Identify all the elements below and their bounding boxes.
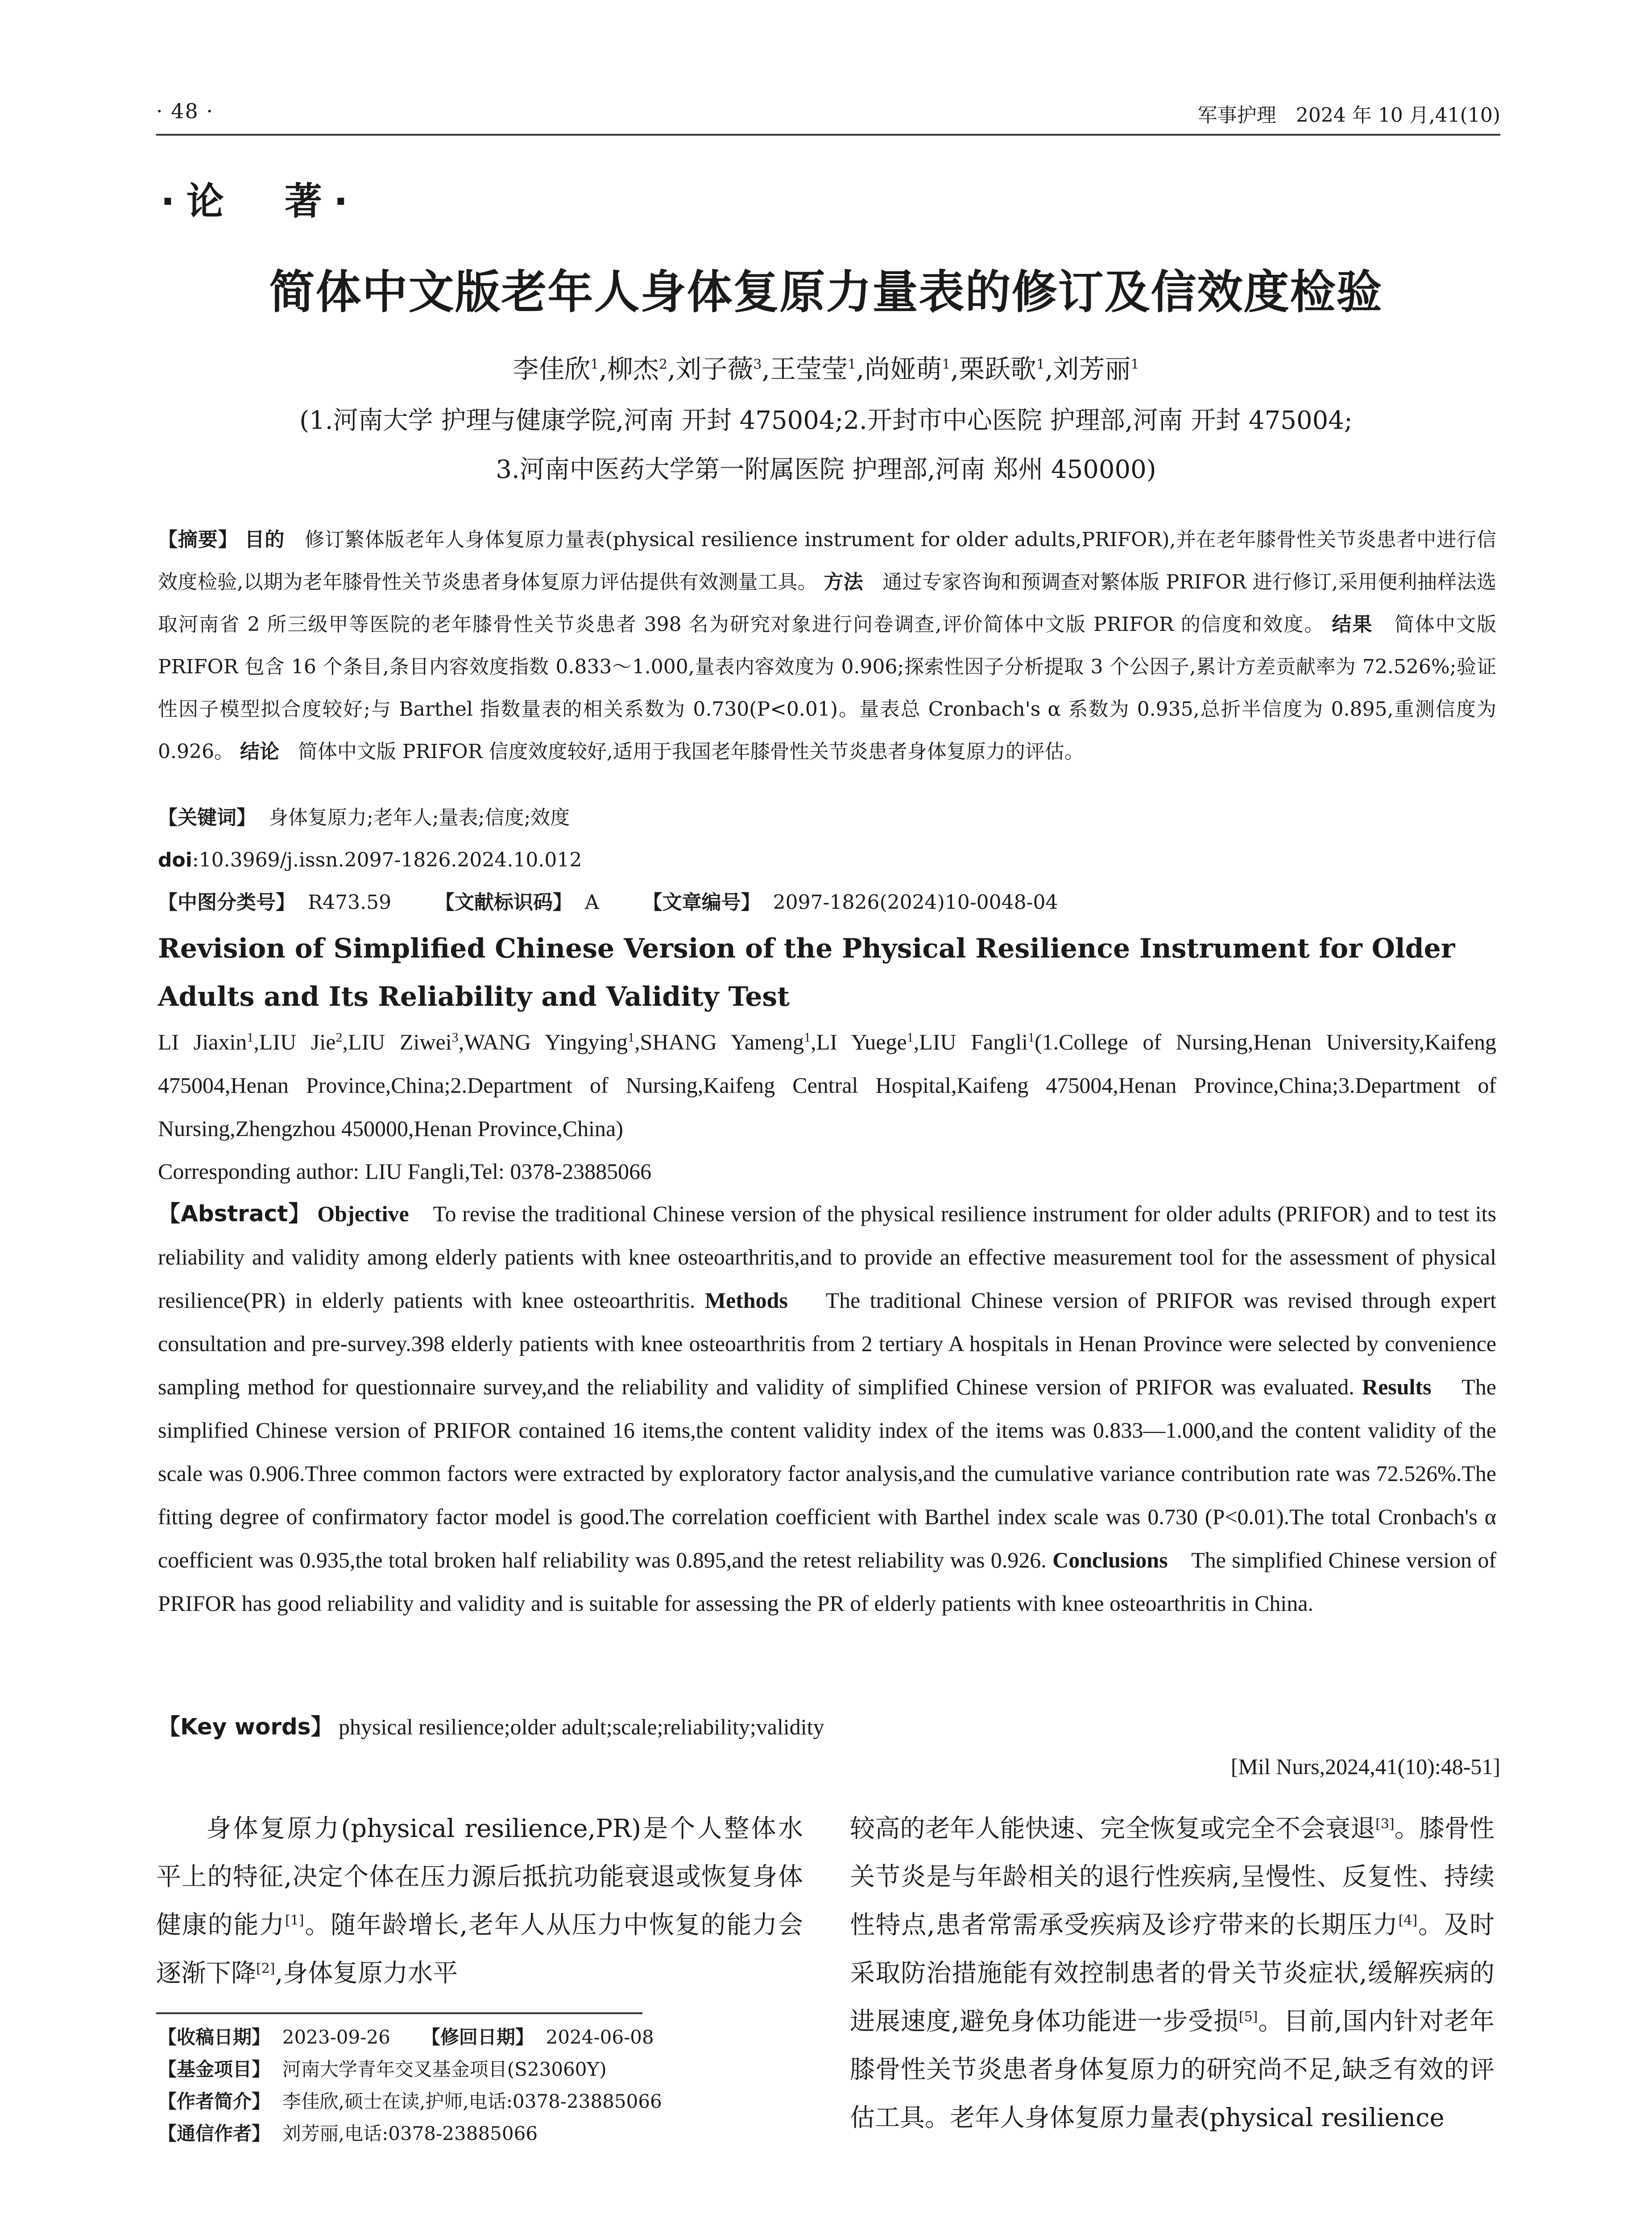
conclusions-label-en: Conclusions — [1052, 1547, 1168, 1572]
affiliation-cn-line: 3.河南中医药大学第一附属医院 护理部,河南 郑州 450000) — [496, 455, 1156, 484]
keywords-cn — [158, 796, 1496, 839]
footnote-fund — [158, 2053, 805, 2086]
footnote-corresponding — [158, 2118, 805, 2150]
paper-title-en: Revision of Simplified Chinese Version of the Physical Resilience Instrument for Older Adults and Its Reliability and Validity Test — [158, 933, 1455, 1012]
received-date: 2023-09-26 — [282, 2026, 390, 2048]
authors-cn: 李佳欣$^1$,柳杰$^2$,刘子薇$^3$,王莹莹$^1$,尚娅萌$^1$,栗跃歌$^1$,刘芳丽$^1$ — [513, 354, 1139, 384]
corresponding-value: 刘芳丽,电话:0378-23885066 — [282, 2123, 538, 2144]
clc-value: R473.59 — [307, 891, 392, 914]
fund-value: 河南大学青年交叉基金项目(S23060Y) — [282, 2058, 607, 2080]
revised-date-label: 【修回日期】 — [421, 2026, 534, 2048]
footnote-rule — [156, 2012, 642, 2014]
doi-label: doi — [158, 849, 192, 871]
keywords-en — [158, 1705, 1496, 1749]
keywords-en-label: 【Key words】 — [158, 1714, 333, 1740]
body-text-left-column: 身体复原力(physical resilience,PR)是个人整体水平上的特征,决定个体在压力源后抵抗功能衰退或恢复身体健康的能力[1]。随年龄增长,老年人从压力中恢复的能力会逐渐下降[2],身体复原力水平 — [156, 1814, 803, 1988]
body-text-right-column: 较高的老年人能快速、完全恢复或完全不会衰退[3]。膝骨性关节炎是与年龄相关的退行性疾病,呈慢性、反复性、持续性特点,患者常需承受疾病及诊疗带来的长期压力[4]。及时采取防治措施能有效控制患者的骨关节炎症状,缓解疾病的进展速度,避免身体功能进一步受损[5]。目前,国内针对老年膝骨性关节炎患者身体复原力的研究尚不足,缺乏有效的评估工具。老年人身体复原力量表(physical resilience — [850, 1814, 1495, 2132]
article-number-value: 2097-1826(2024)10-0048-04 — [773, 891, 1058, 914]
methods-label-cn: 方法 — [824, 571, 864, 593]
fund-label: 【基金项目】 — [158, 2058, 271, 2080]
objective-label-cn: 目的 — [244, 528, 285, 551]
conclusion-label-cn: 结论 — [240, 740, 279, 763]
received-date-label: 【收稿日期】 — [158, 2026, 271, 2048]
results-label-en: Results — [1362, 1374, 1432, 1399]
author-bio: 李佳欣,硕士在读,护师,电话:0378-23885066 — [282, 2090, 662, 2112]
abstract-en — [158, 1192, 1496, 1625]
conclusion-text-cn: 简体中文版 PRIFOR 信度效度较好,适用于我国老年膝骨性关节炎患者身体复原力的评估。 — [298, 740, 1084, 763]
revised-date: 2024-06-08 — [546, 2026, 654, 2048]
abstract-en-label: 【Abstract】 — [158, 1201, 311, 1227]
footnote-author — [158, 2086, 805, 2118]
doi-line — [158, 839, 1496, 881]
keywords-cn-text: 身体复原力;老年人;量表;信度;效度 — [268, 806, 570, 829]
keywords-en-text: physical resilience;older adult;scale;reliability;validity — [339, 1714, 824, 1739]
column-tag: ·论 著· — [161, 179, 360, 223]
corresponding-label: 【通信作者】 — [158, 2123, 271, 2144]
methods-text-en: The traditional Chinese version of PRIFOR was revised through expert consultation and pre-survey.398 elderly patients with knee osteoarthritis from 2 tertiary A hospitals in Henan Province were selected by convenience sampling method for questionnaire survey,and the reliability and validity of simplified Chinese version of PRIFOR was evaluated. — [158, 1288, 1497, 1399]
paper-title-cn: 简体中文版老年人身体复原力量表的修订及信效度检验 — [269, 266, 1383, 319]
doc-code-label: 【文献标识码】 — [435, 891, 572, 914]
methods-label-en: Methods — [704, 1288, 788, 1313]
corresponding-author: Corresponding author: LIU Fangli,Tel: 0378-23885066 — [158, 1159, 652, 1184]
clc-label: 【中图分类号】 — [158, 891, 295, 914]
objective-text-cn: 修订繁体版老年人身体复原力量表(physical resilience instrument for older adults,PRIFOR),并在老年膝骨性关节炎患者中进行信效度检验,以期为老年膝骨性关节炎患者身体复原力评估提供有效测量工具。 — [158, 528, 1496, 593]
doc-code-value: A — [584, 891, 599, 914]
page-number: · 48 · — [156, 99, 214, 123]
citation: [Mil Nurs,2024,41(10):48-51] — [1230, 1754, 1500, 1779]
footnote-dates — [158, 2021, 805, 2053]
keywords-cn-label: 【关键词】 — [158, 806, 256, 829]
abstract-cn-label: 【摘要】 — [158, 528, 238, 551]
classification-line — [158, 881, 1496, 924]
conclusions-text-en: The simplified Chinese version of PRIFOR has good reliability and validity and is suitable for assessing the PR of elderly patients with knee osteoarthritis in China. — [158, 1547, 1497, 1616]
results-text-en: The simplified Chinese version of PRIFOR contained 16 items,the content validity index of the items was 0.833—1.000,and the content validity of the scale was 0.906.Three common factors were extracted by exploratory factor analysis,and the cumulative variance contribution rate was 72.526%.The fitting degree of confirmatory factor model is good.The correlation coefficient with Barthel index scale was 0.730 (P<0.01).The total Cronbach's α coefficient was 0.935,the total broken half reliability was 0.895,and the retest reliability was 0.926. — [158, 1374, 1496, 1572]
objective-text-en: To revise the traditional Chinese version of the physical resilience instrument for older adults (PRIFOR) and to test its reliability and validity among elderly patients with knee osteoarthritis,and to provide an effective measurement tool for the assessment of physical resilience(PR) in elderly patients with knee osteoarthritis. — [158, 1201, 1497, 1313]
results-text-cn: 简体中文版 PRIFOR 包含 16 个条目,条目内容效度指数 0.833～1.000,量表内容效度为 0.906;探索性因子分析提取 3 个公因子,累计方差贡献率为 72.526%;验证性因子模型拟合度较好;与 Barthel 指数量表的相关系数为 0.730(P<0.01)。量表总 Cronbach's α 系数为 0.935,总折半信度为 0.895,重测信度为 0.926。 — [158, 613, 1496, 763]
author-bio-label: 【作者简介】 — [158, 2090, 271, 2112]
abstract-cn — [158, 518, 1496, 773]
footnotes — [158, 2021, 805, 2150]
affiliation-cn-line: (1.河南大学 护理与健康学院,河南 开封 475004;2.开封市中心医院 护理部,河南 开封 475004; — [299, 406, 1353, 435]
methods-text-cn: 通过专家咨询和预调查对繁体版 PRIFOR 进行修订,采用便利抽样法选取河南省 2 所三级甲等医院的老年膝骨性关节炎患者 398 名为研究对象进行问卷调查,评价简体中文版 PRIFOR 的信度和效度。 — [158, 571, 1496, 636]
authors-en: LI Jiaxin$^1$,LIU Jie$^2$,LIU Ziwei$^3$,WANG Yingying$^1$,SHANG Yameng$^1$,LI Yuege$^1$,LIU Fangli$^1$(1.College of Nursing,Henan University,Kaifeng 475004,Henan Province,China;2.Department of Nursing,Kaifeng Central Hospital,Kaifeng 475004,Henan Province,China;3.Department of Nursing,Zhengzhou 450000,Henan Province,China) — [158, 1029, 1497, 1141]
journal-issue: 军事护理 2024 年 10 月,41(10) — [1197, 104, 1500, 127]
doi-value: :10.3969/j.issn.2097-1826.2024.10.012 — [192, 849, 582, 871]
header-rule — [156, 134, 1500, 136]
objective-label-en: Objective — [317, 1201, 409, 1226]
article-number-label: 【文章编号】 — [642, 891, 761, 914]
results-label-cn: 结果 — [1332, 613, 1373, 636]
